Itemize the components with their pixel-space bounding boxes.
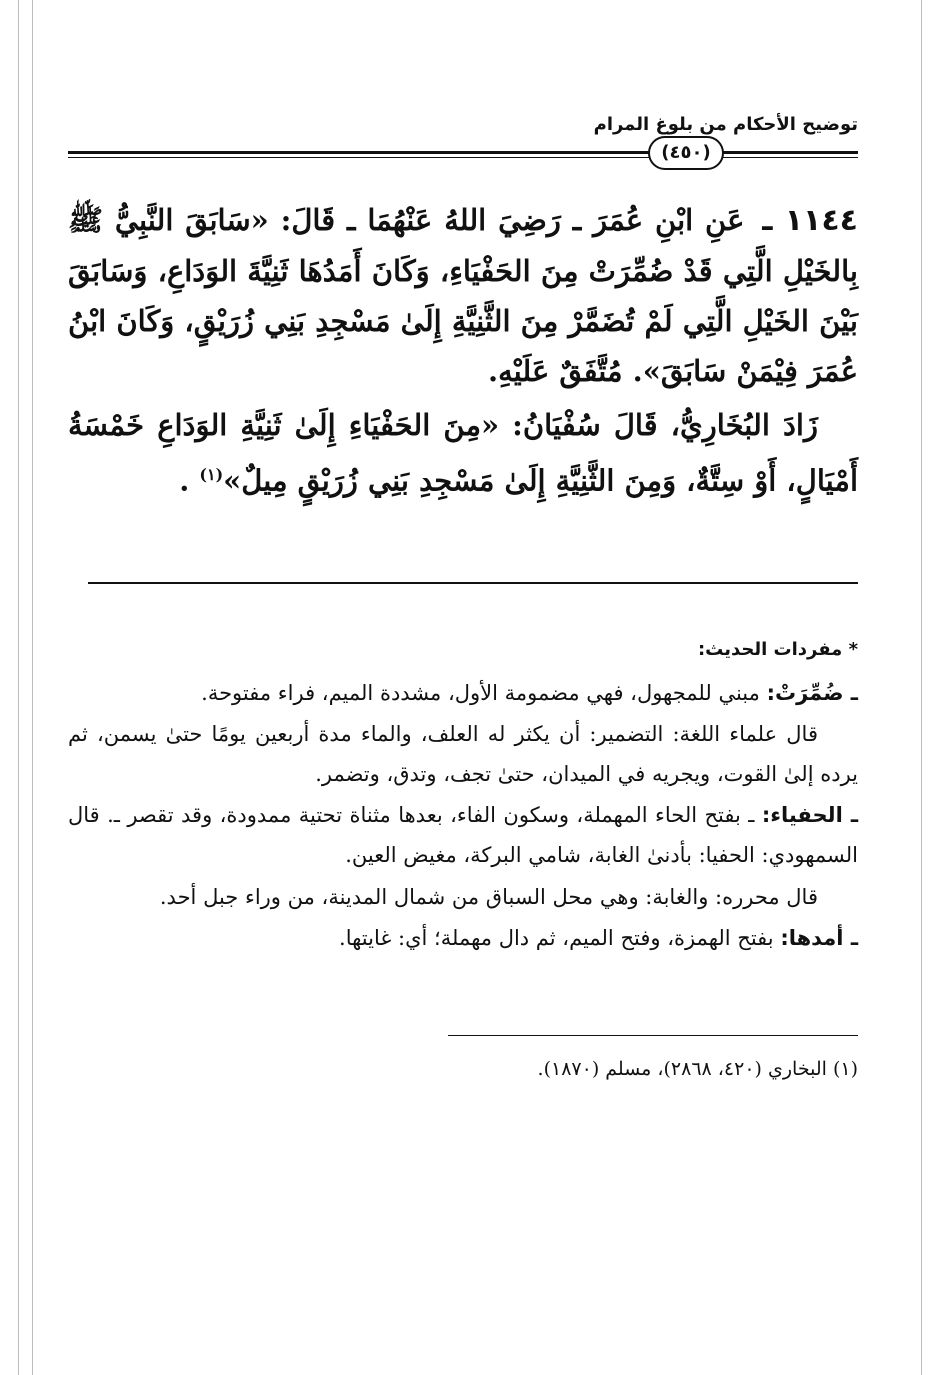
vocab-entry-hafya [68,796,858,875]
vocab-entry-dummirat [68,674,858,714]
hadith-addition-text: زَادَ البُخَارِيُّ، قَالَ سُفْيَانُ: «مِنَ الحَفْيَاءِ إِلَىٰ ثَنِيَّةِ الوَدَاعِ خَمْسَةُ أَمْيَالٍ، أَوْ سِتَّةٌ، وَمِنَ الثَّنِيَّةِ إِلَىٰ مَسْجِدِ بَنِي زُرَيْقٍ مِيلٌ» [68,408,858,498]
vocab-entry-amaduha [68,919,858,959]
vocab-text: ـ بفتح الحاء المهملة، وسكون الفاء، بعدها مثناة تحتية ممدودة، وقد تقصر ـ. قال السمهودي: الحفيا: بأدنىٰ الغابة، شامي البركة، مغيض العين. [68,803,858,867]
header-rule-thick [68,151,858,154]
vocab-text: بفتح الهمزة، وفتح الميم، ثم دال مهملة؛ أي: غايتها. [339,926,781,951]
hadith-number: ١١٤٤ ـ [762,203,858,238]
page-number: (٤٥٠) [648,136,724,170]
vocab-text: مبني للمجهول، فهي مضمومة الأول، مشددة الميم، فراء مفتوحة. [201,680,767,705]
scan-edge-right [921,0,922,1375]
vocab-term: ـ ضُمِّرَتْ: [766,680,858,705]
footnote-rule [448,1035,858,1036]
vocabulary-section [68,630,858,961]
hadith-paragraph [68,195,858,396]
hadith-end-mark: . [179,463,200,498]
vocab-text: قال علماء اللغة: التضمير: أن يكثر له العلف، والماء مدة أربعين يومًا حتىٰ يسمن، ثم يرده إلىٰ القوت، ويجريه في الميدان، حتىٰ تجف، وتدق، وتضمر. [68,722,858,786]
footnote-marker: (١) [199,465,224,484]
vocab-entry-tadmir [68,715,858,794]
scan-edge-left-inner [32,0,33,1375]
header-rule-thin [68,157,858,158]
hadith-text-block [68,195,858,506]
vocab-entry-ghaba [68,878,858,918]
footnote: (١) البخاري (٤٢٠، ٢٨٦٨)، مسلم (١٨٧٠). [537,1058,858,1080]
section-divider [88,582,858,584]
book-page [68,100,858,1340]
hadith-addition [68,400,858,506]
hadith-body: عَنِ ابْنِ عُمَرَ ـ رَضِيَ اللهُ عَنْهُمَا ـ قَالَ: «سَابَقَ النَّبِيُّ ﷺ بِالخَيْلِ الَّتِي قَدْ ضُمِّرَتْ مِنَ الحَفْيَاءِ، وَكَانَ أَمَدُهَا ثَنِيَّةَ الوَدَاعِ، وَسَابَقَ بَيْنَ الخَيْلِ الَّتِي لَمْ تُضَمَّرْ مِنَ الثَّنِيَّةِ إِلَىٰ مَسْجِدِ بَنِي زُرَيْقٍ، وَكَانَ ابْنُ عُمَرَ فِيْمَنْ سَابَقَ». مُتَّفَقٌ عَلَيْهِ. [68,203,858,388]
vocab-text: قال محرره: والغابة: وهي محل السباق من شمال المدينة، من وراء جبل أحد. [159,884,818,909]
scan-edge-left [18,0,19,1375]
header-rule [68,148,858,162]
running-header: توضيح الأحكام من بلوغ المرام [593,114,858,135]
vocab-term: ـ الحفياء: [761,803,858,828]
vocab-term: ـ أمدها: [780,926,858,951]
vocabulary-heading: * مفردات الحديث: [697,639,858,660]
